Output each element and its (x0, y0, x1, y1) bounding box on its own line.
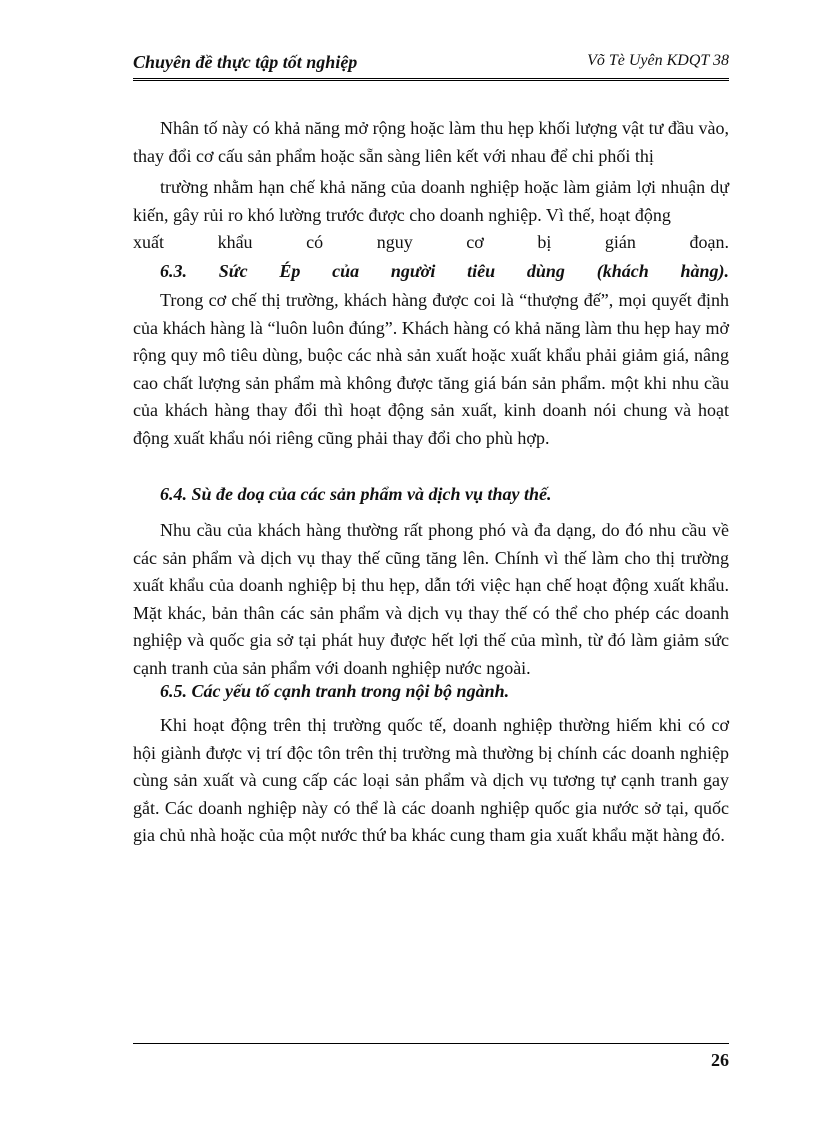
paragraph-2 (133, 287, 729, 452)
paragraph-1 (133, 115, 729, 170)
paragraph-3 (133, 517, 729, 682)
paragraph-3-text: Nhu cầu của khách hàng thường rất phong phó và đa dạng, do đó nhu cầu về các sản phẩm và dịch vụ thay thế cũng tăng lên. Chính vì thế làm cho thị trường xuất khẩu của doanh nghiệp bị thu hẹp, dẫn tới việc hạn chế hoạt động xuất khẩu. Mặt khác, bản thân các sản phẩm và dịch vụ thay thế có thể cho phép các doanh nghiệp và quốc gia sở tại phát huy được hết lợi thế của mình, từ đó làm giảm sức cạnh tranh của sản phẩm với doanh nghiệp nước ngoài. (133, 520, 729, 678)
paragraph-4 (133, 712, 729, 850)
paragraph-4-text: Khi hoạt động trên thị trường quốc tế, doanh nghiệp thường hiếm khi có cơ hội giành được vị trí độc tôn trên thị trường mà thường bị chính các doanh nghiệp cùng sản xuất và cung cấp các loại sản phẩm và dịch vụ tương tự cạnh tranh gay gắt. Các doanh nghiệp này có thể là các doanh nghiệp quốc gia nước sở tại, quốc gia chủ nhà hoặc của một nước thứ ba khác cung tham gia xuất khẩu mặt hàng đó. (133, 715, 729, 845)
section-heading-6-4 (133, 481, 729, 509)
paragraph-2-text: Trong cơ chế thị trường, khách hàng được coi là “thượng đế”, mọi quyết định của khách hàng là “luôn luôn đúng”. Khách hàng có khả năng làm thu hẹp hay mở rộng quy mô tiêu dùng, buộc các nhà sản xuất hoặc xuất khẩu phải giảm giá, nâng cao chất lượng sản phẩm mà không được tăng giá bán sản phẩm. một khi nhu cầu của khách hàng thay đổi thì hoạt động sản xuất, kinh doanh nói chung và hoạt động xuất khẩu nói riêng cũng phải thay đổi cho phù hợp. (133, 290, 729, 448)
header-author: Võ Tè Uyên KDQT 38 (587, 52, 729, 69)
section-heading-6-3 (133, 258, 729, 286)
paragraph-1-part-2: trường nhằm hạn chế khả năng của doanh nghiệp hoặc làm giảm lợi nhuận dự kiến, gây rủi ro khó lường trước được cho doanh nghiệp. Vì thế, hoạt động (133, 177, 729, 225)
paragraph-1-continued (133, 174, 729, 229)
paragraph-1-last-line (133, 229, 729, 257)
heading-6-4: 6.4. Sù đe doạ của các sản phẩm và dịch vụ thay thế. (160, 484, 552, 504)
heading-6-3: 6.3. Sức Ép của người tiêu dùng (khách hàng). (160, 261, 729, 281)
page-footer (133, 1043, 729, 1070)
header-title: Chuyên đề thực tập tốt nghiệp (133, 52, 358, 72)
paragraph-1-part-1: Nhân tố này có khả năng mở rộng hoặc làm thu hẹp khối lượng vật tư đầu vào, thay đổi cơ cấu sản phẩm hoặc sẵn sàng liên kết với nhau để chi phối thị (133, 118, 729, 166)
section-heading-6-5 (133, 678, 729, 706)
heading-6-5: 6.5. Các yếu tố cạnh tranh trong nội bộ ngành. (160, 681, 510, 701)
page-header (133, 50, 729, 81)
paragraph-1-part-3: xuất khẩu có nguy cơ bị gián đoạn. (133, 232, 729, 252)
page-number: 26 (711, 1050, 729, 1070)
